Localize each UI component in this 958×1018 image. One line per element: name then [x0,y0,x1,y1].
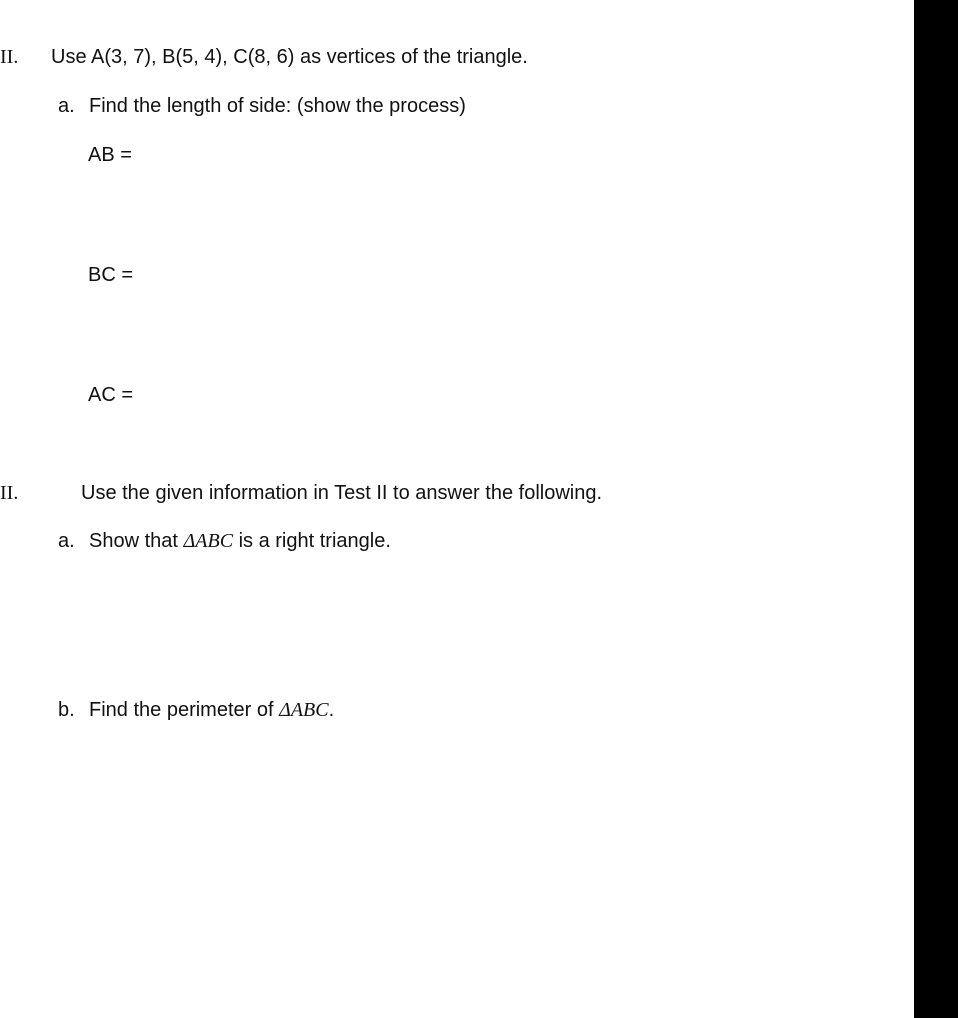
section1-numeral: II. [0,46,19,68]
section2-numeral: II. [0,482,19,504]
section1-part-a-label: a. [58,95,75,117]
part-b-text-after: . [328,699,335,721]
section2-instruction: Use the given information in Test II to answer the following. [81,482,603,504]
part-b-triangle-symbol: ΔABC [279,699,329,721]
side-ab-label: AB = [88,144,132,166]
part-a-text-after: is a right triangle. [233,530,391,552]
section2-part-b-label: b. [58,699,75,721]
side-bc-label: BC = [88,264,134,286]
right-black-border [914,0,958,1018]
part-a-triangle-symbol: ΔABC [183,530,234,552]
side-ac-label: AC = [88,384,134,406]
section2-part-b-text [89,698,334,722]
part-b-text-before: Find the perimeter of [89,699,280,721]
section2-part-a-text [89,529,391,553]
section2-part-a-label: a. [58,530,75,552]
section1-part-a-text: Find the length of side: (show the process) [89,95,466,117]
part-a-text-before: Show that [89,530,184,552]
section1-instruction: Use A(3, 7), B(5, 4), C(8, 6) as vertices of the triangle. [51,46,528,68]
